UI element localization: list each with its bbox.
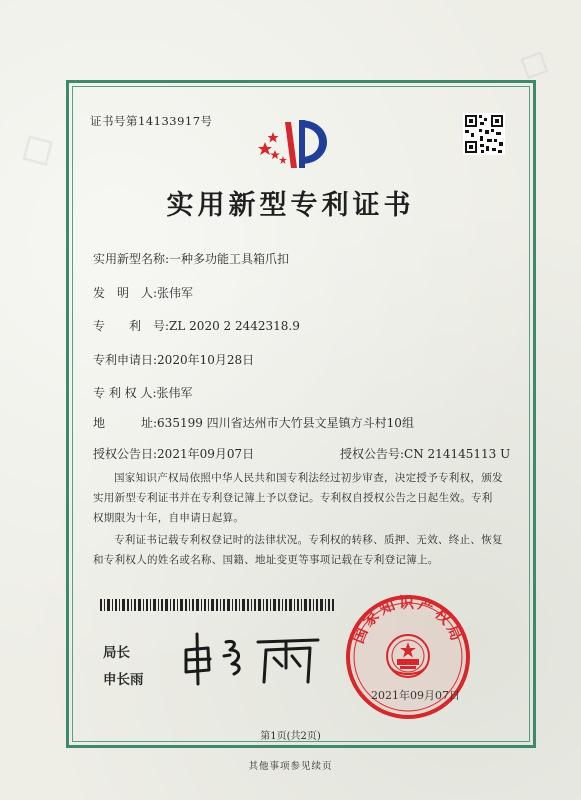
field-label: 授权公告号: — [340, 447, 405, 461]
field-inventor — [93, 284, 193, 301]
field-announcement-number — [340, 445, 510, 462]
field-filing-date — [93, 351, 254, 368]
field-label: 专 利 权 人: — [93, 386, 157, 400]
field-label: 专 利 号: — [93, 319, 170, 333]
field-label: 发 明 人: — [93, 286, 158, 300]
signatory-title: 局长 — [103, 645, 130, 661]
handwritten-signature — [178, 628, 328, 686]
field-grant-date — [93, 445, 254, 462]
body-paragraph-legal-status: 专利证书记载专利权登记时的法律状况。专利权的转移、质押、无效、终止、恢复和专利权人的姓名或名称、国籍、地址变更等事项记载在专利登记簿上。 — [93, 534, 503, 566]
field-label: 专利申请日: — [93, 353, 158, 367]
certificate-number: 证书号第14133917号 — [90, 114, 213, 128]
cnipa-logo-icon — [255, 112, 333, 172]
field-value: ZL 2020 2 2442318.9 — [169, 319, 300, 333]
field-value: CN 214145113 U — [404, 447, 511, 461]
watermark-pattern: ◇ — [6, 114, 65, 180]
barcode-icon — [100, 599, 334, 611]
field-value: 张伟军 — [156, 386, 193, 400]
qr-code-icon — [463, 113, 505, 155]
field-value: 一种多功能工具箱爪扣 — [169, 252, 290, 266]
field-patentee — [93, 384, 193, 401]
field-value: 635199 四川省达州市大竹县文星镇方斗村10组 — [157, 416, 414, 430]
seal-date: 2021年09月07日 — [371, 689, 460, 702]
field-address — [93, 414, 414, 431]
page-number: 第1页(共2页) — [260, 731, 321, 742]
signatory-name: 申长雨 — [103, 672, 144, 688]
seal-text: 国家知识产权局 — [349, 593, 467, 646]
field-label: 实用新型名称: — [93, 252, 170, 266]
field-label: 授权公告日: — [93, 447, 158, 461]
certificate-title: 实用新型专利证书 — [166, 190, 415, 221]
field-utility-model-name — [93, 250, 289, 267]
field-label: 地 址: — [93, 416, 158, 430]
field-value: 张伟军 — [157, 286, 194, 300]
footer-note: 其他事项参见续页 — [248, 761, 333, 772]
field-patent-number — [93, 317, 300, 334]
field-value: 2020年10月28日 — [157, 353, 255, 367]
watermark-pattern: ◇ — [511, 35, 560, 91]
field-value: 2021年09月07日 — [157, 447, 255, 461]
body-paragraph-grant: 国家知识产权局依照中华人民共和国专利法经过初步审查，决定授予专利权，颁发实用新型专利证书并在专利登记簿上予以登记。专利权自授权公告之日起生效。专利权期限为十年，自申请日起算。 — [93, 472, 503, 524]
